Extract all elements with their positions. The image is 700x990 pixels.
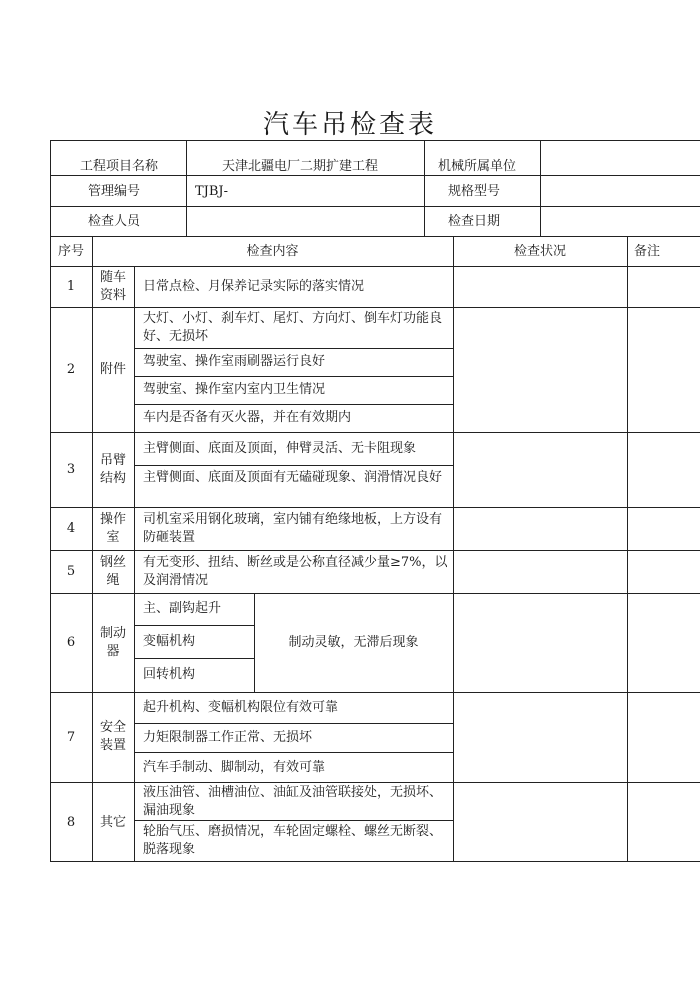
grid-line: [50, 782, 700, 783]
grid-line: [50, 432, 700, 433]
grid-line: [134, 404, 453, 405]
check-item: 大灯、小灯、刹车灯、尾灯、方向灯、倒车灯功能良好、无损坏: [143, 311, 443, 344]
row-no: 3: [66, 462, 76, 477]
grid-line: [134, 723, 453, 724]
check-item: 变幅机构: [143, 634, 196, 649]
project-label: 工程项目名称: [80, 159, 159, 174]
check-item: 起升机构、变幅机构限位有效可靠: [143, 700, 339, 715]
row-category: 制动器: [99, 626, 126, 659]
grid-line: [134, 266, 135, 861]
row-category: 随车资料: [99, 270, 126, 303]
grid-line: [134, 820, 453, 821]
check-item: 轮胎气压、磨损情况，车轮固定螺栓、螺丝无断裂、脱落现象: [143, 824, 443, 857]
row-no: 7: [66, 730, 76, 745]
check-item: 有无变形、扭结、断丝或是公称直径减少量≥7%，以及润滑情况: [143, 555, 448, 588]
mgmt-value[interactable]: TJBJ-: [195, 184, 229, 199]
check-item: 驾驶室、操作室内室内卫生情况: [143, 382, 326, 397]
check-item: 汽车手制动、脚制动，有效可靠: [143, 760, 326, 775]
grid-line: [134, 465, 453, 466]
grid-line: [50, 692, 700, 693]
check-item: 力矩限制器工作正常、无损坏: [143, 730, 313, 745]
row-category: 操作室: [99, 512, 126, 545]
check-item: 回转机构: [143, 667, 196, 682]
row-no: 1: [66, 279, 76, 294]
unit-label: 机械所属单位: [438, 159, 517, 174]
grid-line: [453, 236, 454, 861]
grid-line: [50, 861, 700, 862]
model-label: 规格型号: [448, 184, 501, 199]
row-category: 吊臂结构: [99, 453, 126, 486]
grid-line: [50, 206, 700, 207]
grid-line: [92, 236, 93, 861]
page-title: 汽车吊检查表: [262, 110, 437, 140]
grid-line: [50, 593, 700, 594]
project-value[interactable]: 天津北疆电厂二期扩建工程: [222, 159, 379, 174]
check-item: 主、副钩起升: [143, 601, 222, 616]
row-no: 5: [66, 564, 76, 579]
grid-line: [134, 625, 254, 626]
col-no: 序号: [57, 244, 84, 259]
grid-line: [134, 376, 453, 377]
grid-line: [424, 140, 425, 236]
grid-line: [134, 658, 254, 659]
grid-line: [50, 236, 700, 237]
row-category: 附件: [99, 362, 126, 377]
row-no: 4: [66, 521, 76, 536]
row-no: 2: [66, 362, 76, 377]
mgmt-label: 管理编号: [88, 184, 141, 199]
check-item: 车内是否备有灭火器，并在有效期内: [143, 410, 352, 425]
row-category: 其它: [99, 815, 126, 830]
check-item: 主臂侧面、底面及顶面，伸臂灵活、无卡阻现象: [143, 441, 417, 456]
grid-line: [134, 348, 453, 349]
row-no: 6: [66, 635, 76, 650]
check-item: 日常点检、月保养记录实际的落实情况: [143, 279, 365, 294]
grid-line: [50, 507, 700, 508]
row-category: 钢丝绳: [99, 555, 126, 588]
row-no: 8: [66, 815, 76, 830]
grid-line: [540, 140, 541, 236]
check-item: 主臂侧面、底面及顶面有无磕碰现象、润滑情况良好: [143, 470, 443, 485]
grid-line: [50, 307, 700, 308]
grid-line: [627, 236, 628, 861]
date-label: 检查日期: [448, 214, 501, 229]
check-item: 液压油管、油槽油位、油缸及油管联接处，无损坏、漏油现象: [143, 785, 443, 818]
brake-merged-item: 制动灵敏，无滞后现象: [288, 635, 419, 650]
grid-line: [50, 140, 700, 141]
row-category: 安全装置: [99, 720, 126, 753]
col-status: 检查状况: [513, 244, 566, 259]
check-item: 司机室采用钢化玻璃，室内铺有绝缘地板，上方设有防砸装置: [143, 512, 443, 545]
col-remark: 备注: [634, 244, 661, 259]
check-item: 驾驶室、操作室雨刷器运行良好: [143, 354, 326, 369]
col-content: 检查内容: [246, 244, 299, 259]
grid-line: [186, 140, 187, 236]
inspector-label: 检查人员: [88, 214, 141, 229]
grid-line: [50, 550, 700, 551]
grid-line: [134, 752, 453, 753]
grid-line: [50, 266, 700, 267]
